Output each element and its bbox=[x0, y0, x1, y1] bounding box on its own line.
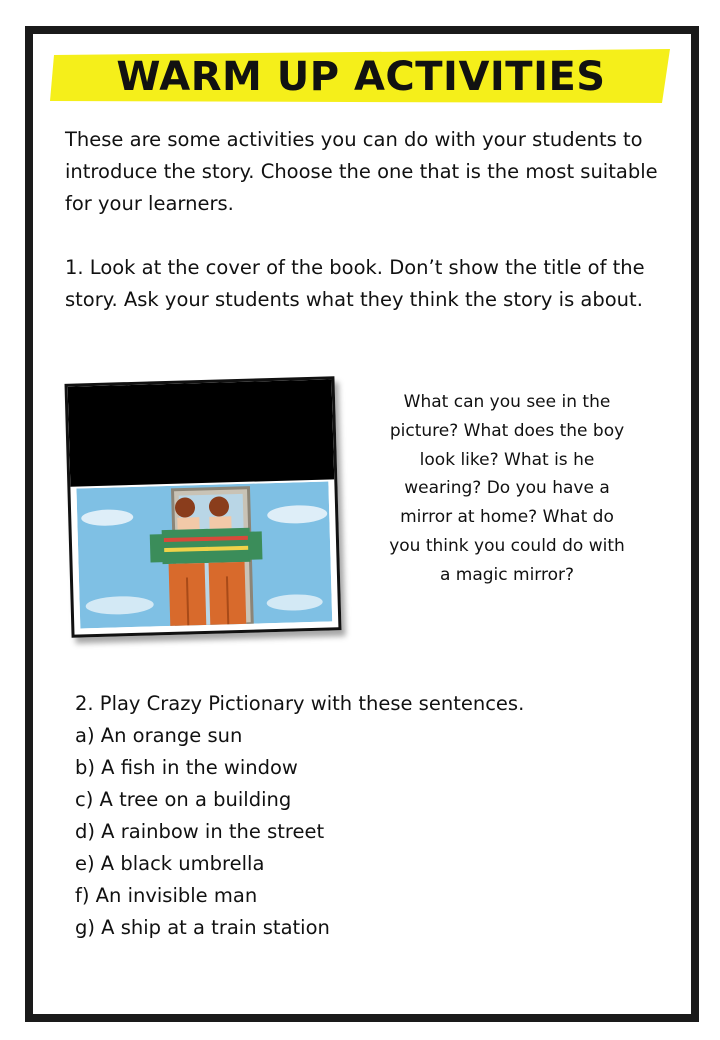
book-cover-photo bbox=[65, 376, 342, 637]
list-item: d) A rainbow in the street bbox=[75, 820, 325, 843]
activity-2 bbox=[75, 688, 665, 944]
cover-questions: What can you see in the picture? What does the boy look like? What is he wearing? Do you have a mirror at home? What do you think you could do with a magic mirror? bbox=[389, 392, 625, 585]
activity-1-text: 1. Look at the cover of the book. Don’t show the title of the story. Ask your students what they think the story is about. bbox=[65, 256, 645, 311]
activity-2-heading: 2. Play Crazy Pictionary with these sentences. bbox=[75, 692, 525, 715]
list-item: g) A ship at a train station bbox=[75, 916, 330, 939]
list-item: c) A tree on a building bbox=[75, 788, 292, 811]
title-banner bbox=[50, 47, 672, 105]
intro-paragraph: These are some activities you can do with your students to introduce the story. Choose the one that is the most suitable for your learners. bbox=[65, 128, 658, 215]
list-item: f) An invisible man bbox=[75, 884, 258, 907]
page-title: WARM UP ACTIVITIES bbox=[116, 54, 606, 100]
list-item: e) A black umbrella bbox=[75, 852, 265, 875]
list-item: a) An orange sun bbox=[75, 724, 243, 747]
pictionary-sentence-list bbox=[75, 720, 665, 944]
mirror-boy-illustration bbox=[76, 481, 332, 628]
list-item: b) A fish in the window bbox=[75, 756, 298, 779]
hidden-title-block bbox=[68, 379, 335, 486]
